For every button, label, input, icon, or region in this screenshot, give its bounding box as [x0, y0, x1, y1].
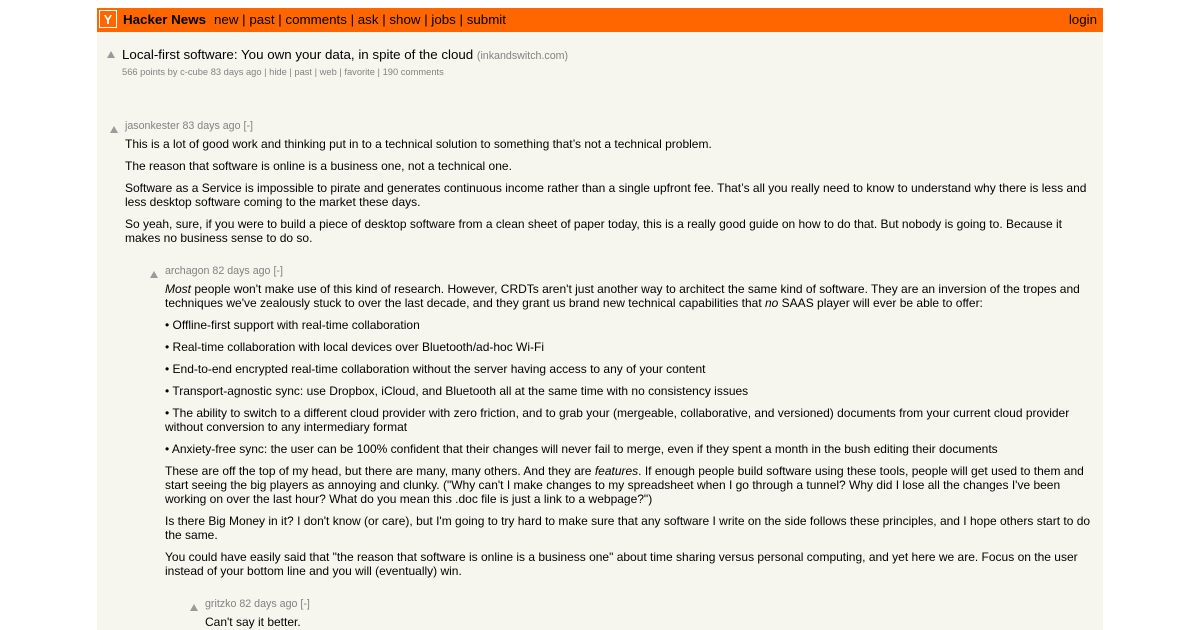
- comment-text-run: SAAS player will ever be able to offer:: [778, 296, 983, 310]
- nav-link-submit[interactable]: submit: [466, 12, 506, 27]
- story-action-past[interactable]: past: [294, 67, 313, 77]
- comment-paragraph: [205, 615, 1093, 629]
- story-action-190-comments[interactable]: 190 comments: [382, 67, 444, 77]
- comment-header: [125, 120, 253, 132]
- comment-text-run: Is there Big Money in it? I don't know (or care), but I'm going to try hard to make sure that any software I write on the side follows these principles, and I hope others start to do the same.: [165, 514, 1091, 542]
- emphasis-text: no: [764, 296, 779, 310]
- comment-text-run: Software as a Service is impossible to pirate and generates continuous income rather than a single upfront fee. That’s all you really need to know to understand why there is less and less desktop software coming to the market these days.: [125, 181, 1087, 209]
- comment-paragraph: [165, 550, 1093, 578]
- comment-text-run: You could have easily said that "the reason that software is online is a business one" about time sharing versus personal computing, and yet here we are. Focus on the user instead of your bottom line and you will (eventually) win.: [165, 550, 1078, 578]
- nav-separator: |: [238, 12, 250, 27]
- comment-text: [125, 137, 1093, 253]
- emphasis-text: features: [594, 464, 639, 478]
- story-subtext: [122, 67, 444, 77]
- story-site-link[interactable]: (inkandswitch.com): [476, 50, 569, 62]
- comment-paragraph: [165, 406, 1093, 434]
- nav-link-ask[interactable]: ask: [357, 12, 379, 27]
- upvote-arrow-icon[interactable]: [110, 126, 118, 133]
- comment-header: [205, 598, 310, 610]
- nav-separator: |: [274, 12, 286, 27]
- comment-paragraph: [165, 464, 1093, 506]
- comment-text: [165, 282, 1093, 586]
- page-container: [97, 8, 1103, 630]
- comment-text-run: • Anxiety-free sync: the user can be 100% confident that their changes will never fail to merge, even if they spent a month in the bush editing their documents: [165, 442, 998, 456]
- comment-age-link[interactable]: 83 days ago: [182, 120, 241, 132]
- comment-paragraph: [165, 384, 1093, 398]
- story-action-web[interactable]: web: [319, 67, 337, 77]
- comment-age-link[interactable]: 82 days ago: [212, 265, 271, 277]
- comment-user-link[interactable]: jasonkester: [125, 120, 180, 132]
- comment-text-run: • Offline-first support with real-time collaboration: [165, 318, 420, 332]
- comment-text-run: This is a lot of good work and thinking put in to a technical solution to something that’s not a technical problem.: [125, 137, 712, 151]
- site-name-link[interactable]: Hacker News: [123, 12, 206, 27]
- comment-user-link[interactable]: archagon: [165, 265, 210, 277]
- nav-link-jobs[interactable]: jobs: [431, 12, 456, 27]
- comment-text-run: So yeah, sure, if you were to build a piece of desktop software from a clean sheet of paper today, this is a really good guide on how to do that. But nobody is going to. Because it makes no business sense to do so.: [125, 217, 1063, 245]
- nav-separator: |: [455, 12, 467, 27]
- comment-text-run: The reason that software is online is a business one, not a technical one.: [125, 159, 512, 173]
- nav-link-past[interactable]: past: [249, 12, 275, 27]
- comment-text-run: • The ability to switch to a different cloud provider with zero friction, and to grab your (mergeable, collaborative, and versioned) documents from your current cloud provider without conversion to any intermediary format: [165, 406, 1070, 434]
- comment-paragraph: [165, 318, 1093, 332]
- comment-paragraph: [165, 362, 1093, 376]
- comment-text-run: • Real-time collaboration with local devices over Bluetooth/ad-hoc Wi-Fi: [165, 340, 545, 354]
- comment-user-link[interactable]: gritzko: [205, 598, 237, 610]
- subtext-separator: |: [261, 67, 270, 77]
- comment-text-run: Can't say it better.: [205, 615, 301, 629]
- upvote-arrow-icon[interactable]: [150, 271, 158, 278]
- comment-text-run: • Transport-agnostic sync: use Dropbox, iCloud, and Bluetooth all at the same time with no consistency issues: [165, 384, 749, 398]
- story-by-label: by: [167, 67, 178, 77]
- comment-paragraph: [165, 340, 1093, 354]
- comment-paragraph: [165, 514, 1093, 542]
- upvote-arrow-icon[interactable]: [107, 51, 115, 58]
- nav-separator: |: [420, 12, 432, 27]
- login-link[interactable]: login: [1068, 12, 1097, 27]
- story-user-link[interactable]: c-cube: [180, 67, 209, 77]
- subtext-separator: |: [312, 67, 320, 77]
- story-points: 566 points: [122, 67, 166, 77]
- nav-separator: |: [346, 12, 358, 27]
- comment-text-run: These are off the top of my head, but there are many, many others. And they are: [165, 464, 595, 478]
- comment-header: [165, 265, 283, 277]
- emphasis-text: Most: [165, 282, 192, 296]
- story-action-favorite[interactable]: favorite: [344, 67, 375, 77]
- story-action-hide[interactable]: hide: [269, 67, 287, 77]
- y-logo-icon[interactable]: Y: [99, 10, 117, 28]
- comment-text-run: people won't make use of this kind of research. However, CRDTs aren't just another way to architect the same kind of software. They are an inversion of the tropes and techniques we've zealously stuck to over the last decade, and they grant us brand new technical capabilities that: [165, 282, 1080, 310]
- upvote-arrow-icon[interactable]: [190, 604, 198, 611]
- subtext-separator: |: [286, 67, 295, 77]
- subtext-separator: |: [336, 67, 345, 77]
- collapse-toggle[interactable]: [-]: [243, 120, 253, 132]
- subtext-separator: |: [374, 67, 383, 77]
- comment-paragraph: [125, 137, 1093, 151]
- comment-text: [205, 615, 1093, 630]
- comment-paragraph: [165, 282, 1093, 310]
- comment-text-run: . If enough people build software using these tools, people will get used to them and start seeing the big players as annoying and clunky. ("Why can't I make changes to my spreadsheet when I go through a tunnel? Why did I lose all the changes I've been working on over the last hour? What do you mean this .doc file is just a link to a webpage?"): [165, 464, 1084, 506]
- top-nav: [214, 12, 506, 27]
- comment-paragraph: [165, 442, 1093, 456]
- collapse-toggle[interactable]: [-]: [300, 598, 310, 610]
- nav-link-show[interactable]: show: [389, 12, 421, 27]
- comment-paragraph: [125, 159, 1093, 173]
- story-title-row: [122, 47, 568, 62]
- story-age-link[interactable]: 83 days ago: [210, 67, 262, 77]
- comment-paragraph: [125, 181, 1093, 209]
- story-actions: [262, 67, 444, 77]
- comment-age-link[interactable]: 82 days ago: [239, 598, 298, 610]
- comment-text-run: • End-to-end encrypted real-time collaboration without the server having access to any of your content: [165, 362, 706, 376]
- nav-link-new[interactable]: new: [214, 12, 239, 27]
- comment-paragraph: [125, 217, 1093, 245]
- nav-link-comments[interactable]: comments: [285, 12, 347, 27]
- collapse-toggle[interactable]: [-]: [273, 265, 283, 277]
- top-bar: [97, 8, 1103, 32]
- story-title-link[interactable]: Local-first software: You own your data, in spite of the cloud: [122, 47, 474, 62]
- nav-separator: |: [378, 12, 390, 27]
